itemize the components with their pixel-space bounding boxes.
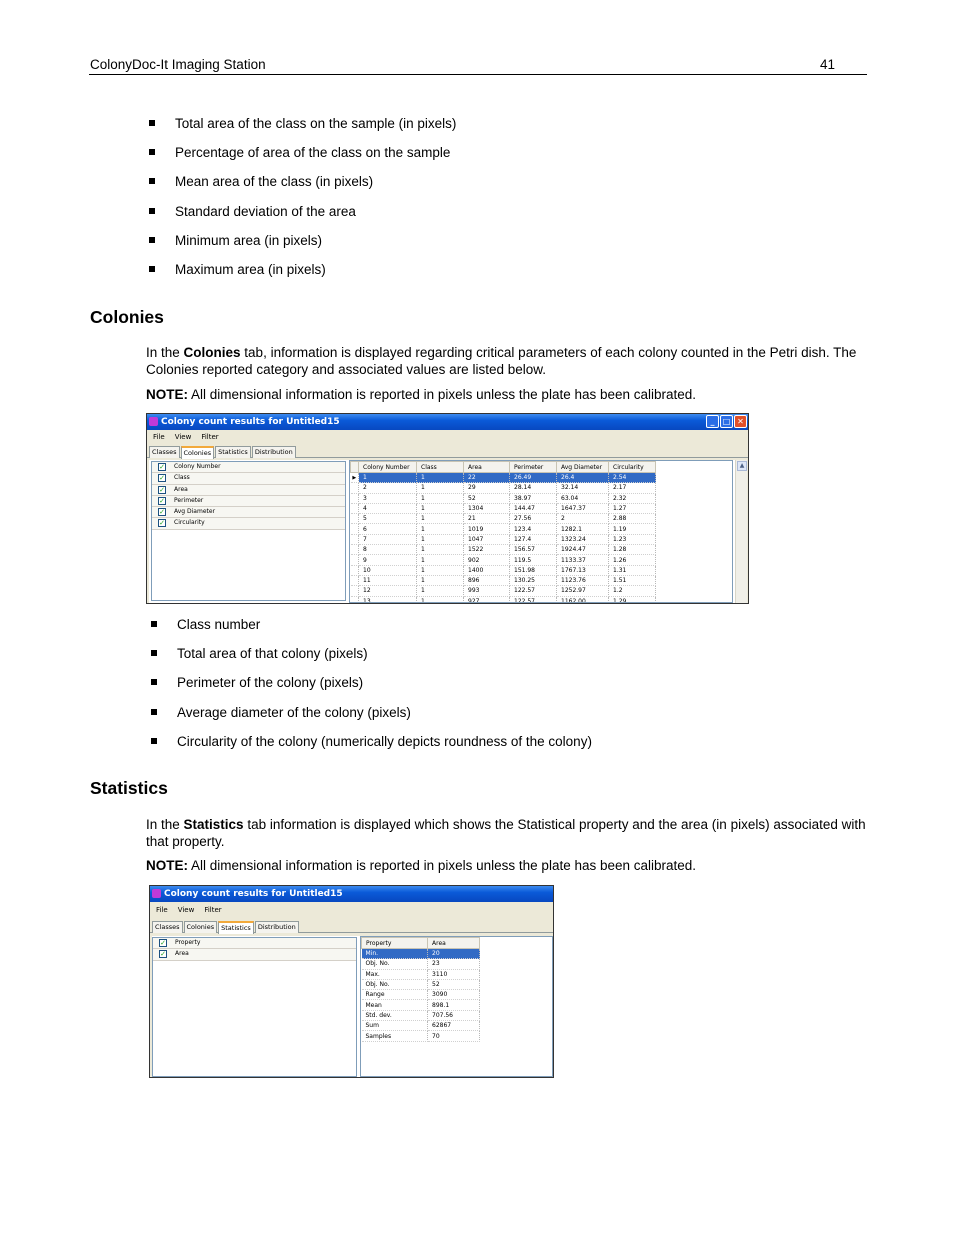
table-cell: 3110 — [428, 969, 480, 979]
scroll-up-icon[interactable]: ▲ — [737, 461, 747, 471]
table-cell: 26.49 — [510, 473, 557, 483]
maximize-icon[interactable]: □ — [720, 415, 733, 428]
tab-classes[interactable]: Classes — [152, 921, 183, 933]
colonies-grid — [350, 461, 656, 603]
row-header[interactable] — [351, 514, 359, 524]
list-item: Average diameter of the colony (pixels) — [150, 705, 592, 734]
column-header[interactable]: Area — [464, 462, 510, 473]
bullet-icon — [151, 621, 157, 627]
table-cell: Obj. No. — [362, 979, 428, 989]
menu-bar — [147, 430, 748, 444]
checklist-item[interactable]: ✓ Property — [153, 938, 356, 949]
table-cell: Samples — [362, 1031, 428, 1041]
table-cell: 1767.13 — [557, 565, 609, 575]
tab-bar — [147, 444, 748, 458]
statistics-grid — [361, 937, 480, 1042]
table-cell: 1323.24 — [557, 534, 609, 544]
statistics-heading: Statistics — [90, 778, 168, 798]
table-row[interactable] — [351, 503, 656, 513]
table-cell: 3 — [359, 493, 417, 503]
table-cell: 1 — [417, 514, 464, 524]
table-row[interactable] — [351, 473, 656, 483]
bullet-icon — [149, 208, 155, 214]
table-cell: 1133.37 — [557, 555, 609, 565]
row-header[interactable] — [351, 586, 359, 596]
table-row[interactable] — [351, 514, 656, 524]
window-title: Colony count results for Untitled15 — [164, 889, 343, 899]
checklist-item[interactable]: ✓ Area — [153, 949, 356, 960]
checkbox-checked-icon[interactable]: ✓ — [159, 508, 165, 517]
table-cell: Mean — [362, 1000, 428, 1010]
checklist-item[interactable]: ✓ Perimeter — [152, 496, 345, 507]
table-row[interactable] — [351, 575, 656, 585]
document-title: ColonyDoc-It Imaging Station — [90, 57, 266, 72]
close-icon[interactable]: ✕ — [734, 415, 747, 428]
row-header-corner — [351, 462, 359, 473]
table-cell: 52 — [428, 979, 480, 989]
table-cell: 122.57 — [510, 586, 557, 596]
statistics-window — [149, 885, 554, 1078]
minimize-icon[interactable]: _ — [706, 415, 719, 428]
row-header[interactable] — [351, 534, 359, 544]
table-cell: 1019 — [464, 524, 510, 534]
list-item: Class number — [150, 617, 592, 646]
table-row[interactable] — [351, 565, 656, 575]
column-header[interactable]: Class — [417, 462, 464, 473]
checklist-item[interactable]: ✓ Avg Diameter — [152, 507, 345, 518]
checklist-item[interactable]: ✓ Circularity — [152, 518, 345, 529]
table-cell: 1522 — [464, 545, 510, 555]
table-cell: 63.04 — [557, 493, 609, 503]
checkbox-checked-icon[interactable]: ✓ — [160, 950, 166, 959]
row-header[interactable] — [351, 575, 359, 585]
field-checklist — [151, 461, 346, 601]
statistics-grid-container — [360, 936, 553, 1077]
row-header[interactable] — [351, 565, 359, 575]
list-item: Perimeter of the colony (pixels) — [150, 675, 592, 704]
tab-colonies[interactable]: Colonies — [184, 921, 218, 933]
bullet-icon — [151, 709, 157, 715]
table-cell: Min. — [362, 949, 428, 959]
table-cell: 707.56 — [428, 1010, 480, 1020]
table-cell: 27.56 — [510, 514, 557, 524]
table-row[interactable] — [362, 1031, 480, 1041]
table-cell: Obj. No. — [362, 959, 428, 969]
table-cell: 4 — [359, 503, 417, 513]
table-cell: 6 — [359, 524, 417, 534]
list-item: Total area of that colony (pixels) — [150, 646, 592, 675]
list-item: Mean area of the class (in pixels) — [148, 174, 456, 203]
row-header[interactable] — [351, 503, 359, 513]
table-cell: 2.32 — [609, 493, 656, 503]
table-cell: 1.23 — [609, 534, 656, 544]
table-row[interactable] — [351, 493, 656, 503]
bullet-icon — [151, 738, 157, 744]
table-row[interactable] — [362, 990, 480, 1000]
menu-filter[interactable]: Filter — [201, 433, 219, 441]
table-cell: 10 — [359, 565, 417, 575]
table-cell: 1 — [417, 473, 464, 483]
table-row[interactable] — [351, 534, 656, 544]
table-cell: 1.28 — [609, 545, 656, 555]
table-cell: 1282.1 — [557, 524, 609, 534]
table-row[interactable] — [351, 586, 656, 596]
table-cell: 1 — [417, 596, 464, 603]
table-row[interactable] — [351, 555, 656, 565]
table-cell: 993 — [464, 586, 510, 596]
table-cell: 13 — [359, 596, 417, 603]
table-cell: 1 — [417, 483, 464, 493]
table-cell: Sum — [362, 1021, 428, 1031]
table-row[interactable] — [362, 1021, 480, 1031]
bullet-icon — [149, 120, 155, 126]
table-cell: 52 — [464, 493, 510, 503]
table-cell: 8 — [359, 545, 417, 555]
list-item: Total area of the class on the sample (in pixels) — [148, 116, 456, 145]
table-cell: 1 — [417, 493, 464, 503]
column-header[interactable]: Colony Number — [359, 462, 417, 473]
table-cell: 62867 — [428, 1021, 480, 1031]
table-cell: 38.97 — [510, 493, 557, 503]
table-cell: 122.57 — [510, 596, 557, 603]
menu-file[interactable]: File — [156, 906, 168, 914]
table-cell: 1.27 — [609, 503, 656, 513]
table-cell: Max. — [362, 969, 428, 979]
table-cell: 26.4 — [557, 473, 609, 483]
table-cell: 1 — [417, 575, 464, 585]
table-cell: 1.51 — [609, 575, 656, 585]
table-cell: 156.57 — [510, 545, 557, 555]
table-cell: 5 — [359, 514, 417, 524]
checkbox-checked-icon[interactable]: ✓ — [160, 939, 166, 947]
table-cell: 9 — [359, 555, 417, 565]
table-cell: 927 — [464, 596, 510, 603]
tab-statistics[interactable]: Statistics — [215, 446, 251, 458]
tab-colonies[interactable]: Colonies — [181, 446, 215, 459]
table-cell: 1 — [359, 473, 417, 483]
row-pointer-icon[interactable]: ▶ — [351, 473, 359, 483]
tab-bar — [150, 919, 553, 933]
row-header[interactable] — [351, 493, 359, 503]
table-cell: 896 — [464, 575, 510, 585]
table-cell: 2.17 — [609, 483, 656, 493]
window-body — [152, 936, 553, 1077]
table-cell: 22 — [464, 473, 510, 483]
table-row[interactable] — [362, 1000, 480, 1010]
window-titlebar — [150, 886, 553, 902]
bullet-icon — [149, 237, 155, 243]
table-cell: 130.25 — [510, 575, 557, 585]
table-cell: 28.14 — [510, 483, 557, 493]
table-cell: 23 — [428, 959, 480, 969]
page-header — [89, 55, 867, 75]
colonies-grid-container — [349, 460, 733, 603]
vertical-scrollbar[interactable] — [735, 460, 747, 603]
table-cell: 1400 — [464, 565, 510, 575]
table-cell: 21 — [464, 514, 510, 524]
menu-view[interactable]: View — [174, 433, 192, 441]
row-header[interactable] — [351, 483, 359, 493]
table-cell: Std. dev. — [362, 1010, 428, 1020]
checklist-item[interactable]: ✓ Area — [152, 485, 345, 496]
table-cell: 119.5 — [510, 555, 557, 565]
table-cell: 902 — [464, 555, 510, 565]
row-header[interactable] — [351, 545, 359, 555]
list-item: Circularity of the colony (numerically depicts roundness of the colony) — [150, 734, 592, 763]
list-item: Percentage of area of the class on the sample — [148, 145, 456, 174]
field-checklist — [152, 937, 357, 1077]
page-number: 41 — [819, 57, 835, 72]
table-cell: 1047 — [464, 534, 510, 544]
colonies-window — [146, 413, 749, 604]
table-cell: 2 — [359, 483, 417, 493]
table-cell: 1 — [417, 534, 464, 544]
list-item: Standard deviation of the area — [148, 204, 456, 233]
table-cell: 151.98 — [510, 565, 557, 575]
table-cell: 1 — [417, 545, 464, 555]
table-cell: 1 — [417, 524, 464, 534]
checkbox-checked-icon[interactable]: ✓ — [159, 474, 165, 483]
table-cell: 123.4 — [510, 524, 557, 534]
table-cell: 1.19 — [609, 524, 656, 534]
table-cell: 3090 — [428, 990, 480, 1000]
table-cell: 1 — [417, 565, 464, 575]
tab-distribution[interactable]: Distribution — [252, 446, 296, 458]
checkbox-checked-icon[interactable]: ✓ — [159, 463, 165, 471]
table-row[interactable] — [362, 1010, 480, 1020]
table-cell: 11 — [359, 575, 417, 585]
checkbox-checked-icon[interactable]: ✓ — [159, 496, 165, 505]
table-cell: 1252.97 — [557, 586, 609, 596]
table-cell: 144.47 — [510, 503, 557, 513]
table-cell: 1304 — [464, 503, 510, 513]
app-icon — [152, 889, 161, 898]
statistics-note: NOTE: All dimensional information is reported in pixels unless the plate has been calibrated. — [146, 858, 697, 873]
bullet-icon — [149, 178, 155, 184]
column-header[interactable]: Circularity — [609, 462, 656, 473]
table-cell: 32.14 — [557, 483, 609, 493]
table-cell: 20 — [428, 949, 480, 959]
table-cell: 1924.47 — [557, 545, 609, 555]
menu-view[interactable]: View — [177, 906, 195, 914]
colony-params-list — [150, 617, 592, 763]
list-item: Maximum area (in pixels) — [148, 262, 456, 291]
checklist-item[interactable]: ✓ Colony Number — [152, 462, 345, 473]
table-cell: 1 — [417, 555, 464, 565]
table-cell: 2 — [557, 514, 609, 524]
menu-bar — [150, 902, 553, 919]
checkbox-checked-icon[interactable]: ✓ — [159, 519, 165, 528]
menu-file[interactable]: File — [153, 433, 165, 441]
class-stats-list — [148, 116, 456, 291]
table-row[interactable] — [351, 483, 656, 493]
column-header[interactable]: Perimeter — [510, 462, 557, 473]
table-cell: 898.1 — [428, 1000, 480, 1010]
column-header[interactable]: Property — [362, 938, 428, 949]
table-cell: 1 — [417, 586, 464, 596]
row-header[interactable] — [351, 524, 359, 534]
table-cell: 127.4 — [510, 534, 557, 544]
table-cell: 1 — [417, 503, 464, 513]
checklist-item[interactable]: ✓ Class — [152, 473, 345, 484]
row-header[interactable] — [351, 596, 359, 603]
window-titlebar — [147, 414, 748, 430]
table-cell: 1123.76 — [557, 575, 609, 585]
tab-distribution[interactable]: Distribution — [255, 921, 299, 933]
table-cell: 12 — [359, 586, 417, 596]
table-cell: Range — [362, 990, 428, 1000]
checkbox-checked-icon[interactable]: ✓ — [159, 485, 165, 494]
colonies-heading: Colonies — [90, 307, 164, 327]
window-body — [149, 460, 747, 603]
table-cell: 1162.00 — [557, 596, 609, 603]
table-cell: 2.54 — [609, 473, 656, 483]
table-cell: 7 — [359, 534, 417, 544]
bullet-icon — [149, 266, 155, 272]
table-cell: 1647.37 — [557, 503, 609, 513]
app-icon — [149, 417, 158, 426]
list-item: Minimum area (in pixels) — [148, 233, 456, 262]
table-cell: 29 — [464, 483, 510, 493]
menu-filter[interactable]: Filter — [204, 906, 222, 914]
table-cell: 70 — [428, 1031, 480, 1041]
table-cell: 2.88 — [609, 514, 656, 524]
table-cell: 1.2 — [609, 586, 656, 596]
table-cell: 1.26 — [609, 555, 656, 565]
table-row[interactable] — [362, 949, 480, 959]
table-row[interactable] — [351, 524, 656, 534]
table-row[interactable] — [351, 545, 656, 555]
bullet-icon — [151, 650, 157, 656]
colonies-note: NOTE: All dimensional information is reported in pixels unless the plate has been calibrated. — [146, 387, 697, 402]
colonies-description: In the Colonies tab, information is displayed regarding critical parameters of each colony counted in the Petri dish. The Colonies reported category and associated values are listed below. — [146, 345, 857, 377]
table-row[interactable] — [362, 959, 480, 969]
table-row[interactable] — [362, 969, 480, 979]
table-cell: 1.31 — [609, 565, 656, 575]
column-header[interactable]: Area — [428, 938, 480, 949]
table-row[interactable] — [351, 596, 656, 603]
statistics-description: In the Statistics tab information is displayed which shows the Statistical property and the area (in pixels) associated with that property. — [146, 817, 866, 849]
row-header[interactable] — [351, 555, 359, 565]
table-cell: 1.29 — [609, 596, 656, 603]
column-header[interactable]: Avg Diameter — [557, 462, 609, 473]
table-row[interactable] — [362, 979, 480, 989]
tab-statistics[interactable]: Statistics — [218, 921, 254, 934]
window-title: Colony count results for Untitled15 — [161, 417, 340, 427]
bullet-icon — [149, 149, 155, 155]
tab-classes[interactable]: Classes — [149, 446, 180, 458]
bullet-icon — [151, 679, 157, 685]
